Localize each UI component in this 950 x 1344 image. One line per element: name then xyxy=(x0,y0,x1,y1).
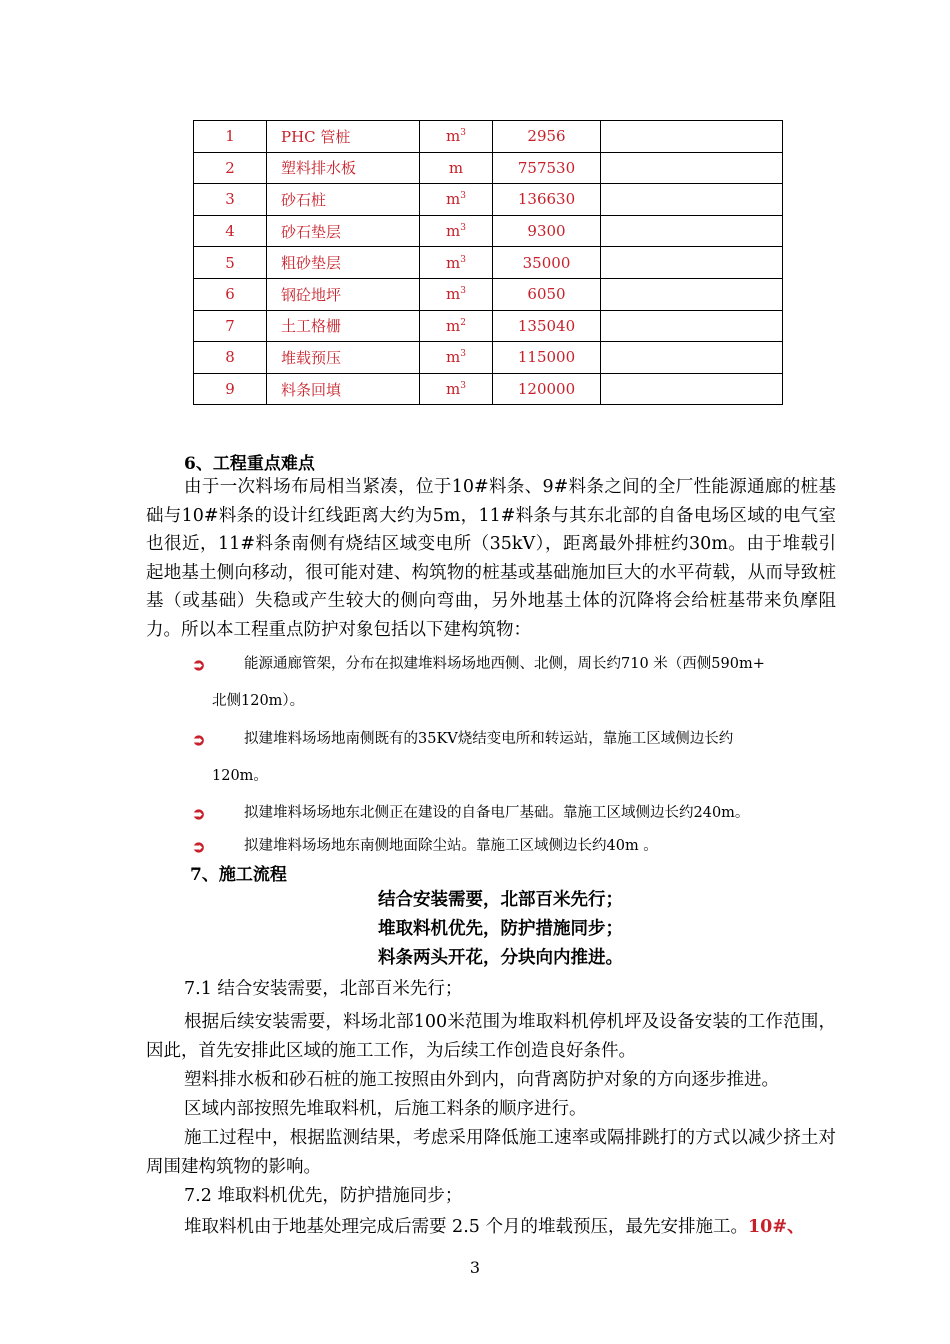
list-item-text: 拟建堆料场场地东南侧地面除尘站。靠施工区域侧边长约40m 。 xyxy=(244,838,658,854)
page-number: 3 xyxy=(469,1258,481,1277)
unit-base: m xyxy=(448,158,464,177)
table-row xyxy=(194,278,783,310)
cell-remark xyxy=(601,373,783,405)
table-row xyxy=(194,373,783,405)
cell-unit xyxy=(420,215,493,247)
cell-quantity: 120000 xyxy=(493,373,601,405)
paragraph-7-1-d: 施工过程中，根据监测结果，考虑采用降低施工速率或隔排跳打的方式以减少挤土对周围建构筑物的影响。 xyxy=(146,1128,836,1177)
quantity-table-body xyxy=(194,121,783,405)
quantity-table xyxy=(193,120,783,405)
unit-base: m xyxy=(446,380,461,399)
cell-no: 1 xyxy=(194,121,267,153)
unit-base: m xyxy=(446,222,461,241)
list-item-text: 拟建堆料场场地南侧既有的35KV烧结变电所和转运站，靠施工区域侧边长约 xyxy=(244,731,734,747)
motto-line-2: 堆取料机优先，防护措施同步； xyxy=(378,919,623,939)
table-row xyxy=(194,342,783,374)
cell-remark xyxy=(601,278,783,310)
cell-item: 料条回填 xyxy=(267,373,420,405)
unit-exponent: 3 xyxy=(460,128,466,139)
cell-remark xyxy=(601,247,783,279)
section6-heading: 6、工程重点难点 xyxy=(184,454,315,474)
cell-quantity: 35000 xyxy=(493,247,601,279)
paragraph-7-2 xyxy=(146,1213,836,1242)
cell-item: 钢砼地坪 xyxy=(267,278,420,310)
cell-remark xyxy=(601,310,783,342)
unit-base: m xyxy=(446,127,461,146)
unit-base: m xyxy=(446,285,461,304)
list-item xyxy=(192,646,842,720)
unit-exponent: 3 xyxy=(460,286,466,297)
cell-item: 堆载预压 xyxy=(267,342,420,374)
subsection-7-2: 7.2 堆取料机优先，防护措施同步； xyxy=(184,1186,463,1206)
list-item xyxy=(192,828,842,865)
paragraph-7-1-c: 区域内部按照先堆取料机，后施工料条的顺序进行。 xyxy=(184,1099,587,1119)
unit-exponent: 3 xyxy=(460,381,466,392)
list-item-continuation: 北侧120m）。 xyxy=(212,693,305,709)
cell-remark xyxy=(601,121,783,153)
cell-unit xyxy=(420,342,493,374)
cell-quantity: 9300 xyxy=(493,215,601,247)
cell-item: 塑料排水板 xyxy=(267,152,420,184)
list-item-text: 拟建堆料场场地东北侧正在建设的自备电厂基础。靠施工区域侧边长约240m。 xyxy=(244,805,750,821)
unit-exponent: 2 xyxy=(460,317,466,328)
cell-item: 粗砂垫层 xyxy=(267,247,420,279)
list-item-text: 能源通廊管架，分布在拟建堆料场场地西侧、北侧，周长约710 米（西侧590m+ xyxy=(244,656,765,672)
cell-no: 4 xyxy=(194,215,267,247)
paragraph-7-2-red: 10#、 xyxy=(747,1217,805,1237)
cell-quantity: 135040 xyxy=(493,310,601,342)
arrow-bullet-icon: ➲ xyxy=(192,655,206,674)
table-row xyxy=(194,121,783,153)
cell-unit xyxy=(420,152,493,184)
list-item-continuation: 120m。 xyxy=(212,768,268,784)
cell-quantity: 115000 xyxy=(493,342,601,374)
arrow-bullet-icon: ➲ xyxy=(192,804,206,823)
cell-no: 6 xyxy=(194,278,267,310)
unit-base: m xyxy=(446,348,461,367)
unit-exponent: 3 xyxy=(460,254,466,265)
cell-no: 8 xyxy=(194,342,267,374)
cell-no: 5 xyxy=(194,247,267,279)
unit-exponent: 3 xyxy=(460,191,466,202)
cell-no: 7 xyxy=(194,310,267,342)
table-row xyxy=(194,247,783,279)
cell-no: 2 xyxy=(194,152,267,184)
cell-unit xyxy=(420,278,493,310)
cell-unit xyxy=(420,373,493,405)
cell-item: 砂石垫层 xyxy=(267,215,420,247)
cell-no: 9 xyxy=(194,373,267,405)
paragraph-7-1-a: 根据后续安装需要，料场北部100米范围为堆取料机停机坪及设备安装的工作范围，因此，首先安排此区域的施工工作，为后续工作创造良好条件。 xyxy=(146,1012,836,1061)
paragraph-7-1-b: 塑料排水板和砂石桩的施工按照由外到内，向背离防护对象的方向逐步推进。 xyxy=(184,1070,779,1090)
cell-item: PHC 管桩 xyxy=(267,121,420,153)
arrow-bullet-icon: ➲ xyxy=(192,837,206,856)
cell-remark xyxy=(601,184,783,216)
cell-item: 砂石桩 xyxy=(267,184,420,216)
paragraph-7-2-text: 堆取料机由于地基处理完成后需要 2.5 个月的堆载预压，最先安排施工。 xyxy=(184,1217,748,1237)
unit-exponent: 3 xyxy=(460,349,466,360)
cell-no: 3 xyxy=(194,184,267,216)
table-row xyxy=(194,215,783,247)
cell-unit xyxy=(420,121,493,153)
table-row xyxy=(194,184,783,216)
section7-heading: 7、施工流程 xyxy=(190,865,287,885)
unit-base: m xyxy=(446,190,461,209)
subsection-7-1: 7.1 结合安装需要，北部百米先行； xyxy=(184,979,463,999)
cell-quantity: 2956 xyxy=(493,121,601,153)
table-row xyxy=(194,310,783,342)
motto-line-3: 料条两头开花，分块向内推进。 xyxy=(378,948,623,968)
cell-quantity: 136630 xyxy=(493,184,601,216)
cell-unit xyxy=(420,247,493,279)
unit-base: m xyxy=(446,316,461,335)
unit-exponent: 3 xyxy=(460,223,466,234)
arrow-bullet-icon: ➲ xyxy=(192,730,206,749)
cell-unit xyxy=(420,310,493,342)
cell-remark xyxy=(601,342,783,374)
list-item xyxy=(192,795,842,832)
motto-line-1: 结合安装需要，北部百米先行； xyxy=(378,890,623,910)
cell-item: 土工格栅 xyxy=(267,310,420,342)
cell-quantity: 6050 xyxy=(493,278,601,310)
table-row xyxy=(194,152,783,184)
unit-base: m xyxy=(446,253,461,272)
cell-unit xyxy=(420,184,493,216)
cell-remark xyxy=(601,152,783,184)
section6-paragraph: 由于一次料场布局相当紧凑，位于10#料条、9#料条之间的全厂性能源通廊的桩基础与10#料条的设计红线距离大约为5m，11#料条与其东北部的自备电场区域的电气室也很近，11#料条南侧有烧结区域变电所（35kV），距离最外排桩约30m。由于堆载引起地基土侧向移动，很可能对建、构筑物的桩基或基础施加巨大的水平荷载，从而导致桩基（或基础）失稳或产生较大的侧向弯曲，另外地基土体的沉降将会给桩基带来负摩阻力。所以本工程重点防护对象包括以下建构筑物： xyxy=(146,477,836,640)
cell-remark xyxy=(601,215,783,247)
list-item xyxy=(192,721,842,795)
cell-quantity: 757530 xyxy=(493,152,601,184)
